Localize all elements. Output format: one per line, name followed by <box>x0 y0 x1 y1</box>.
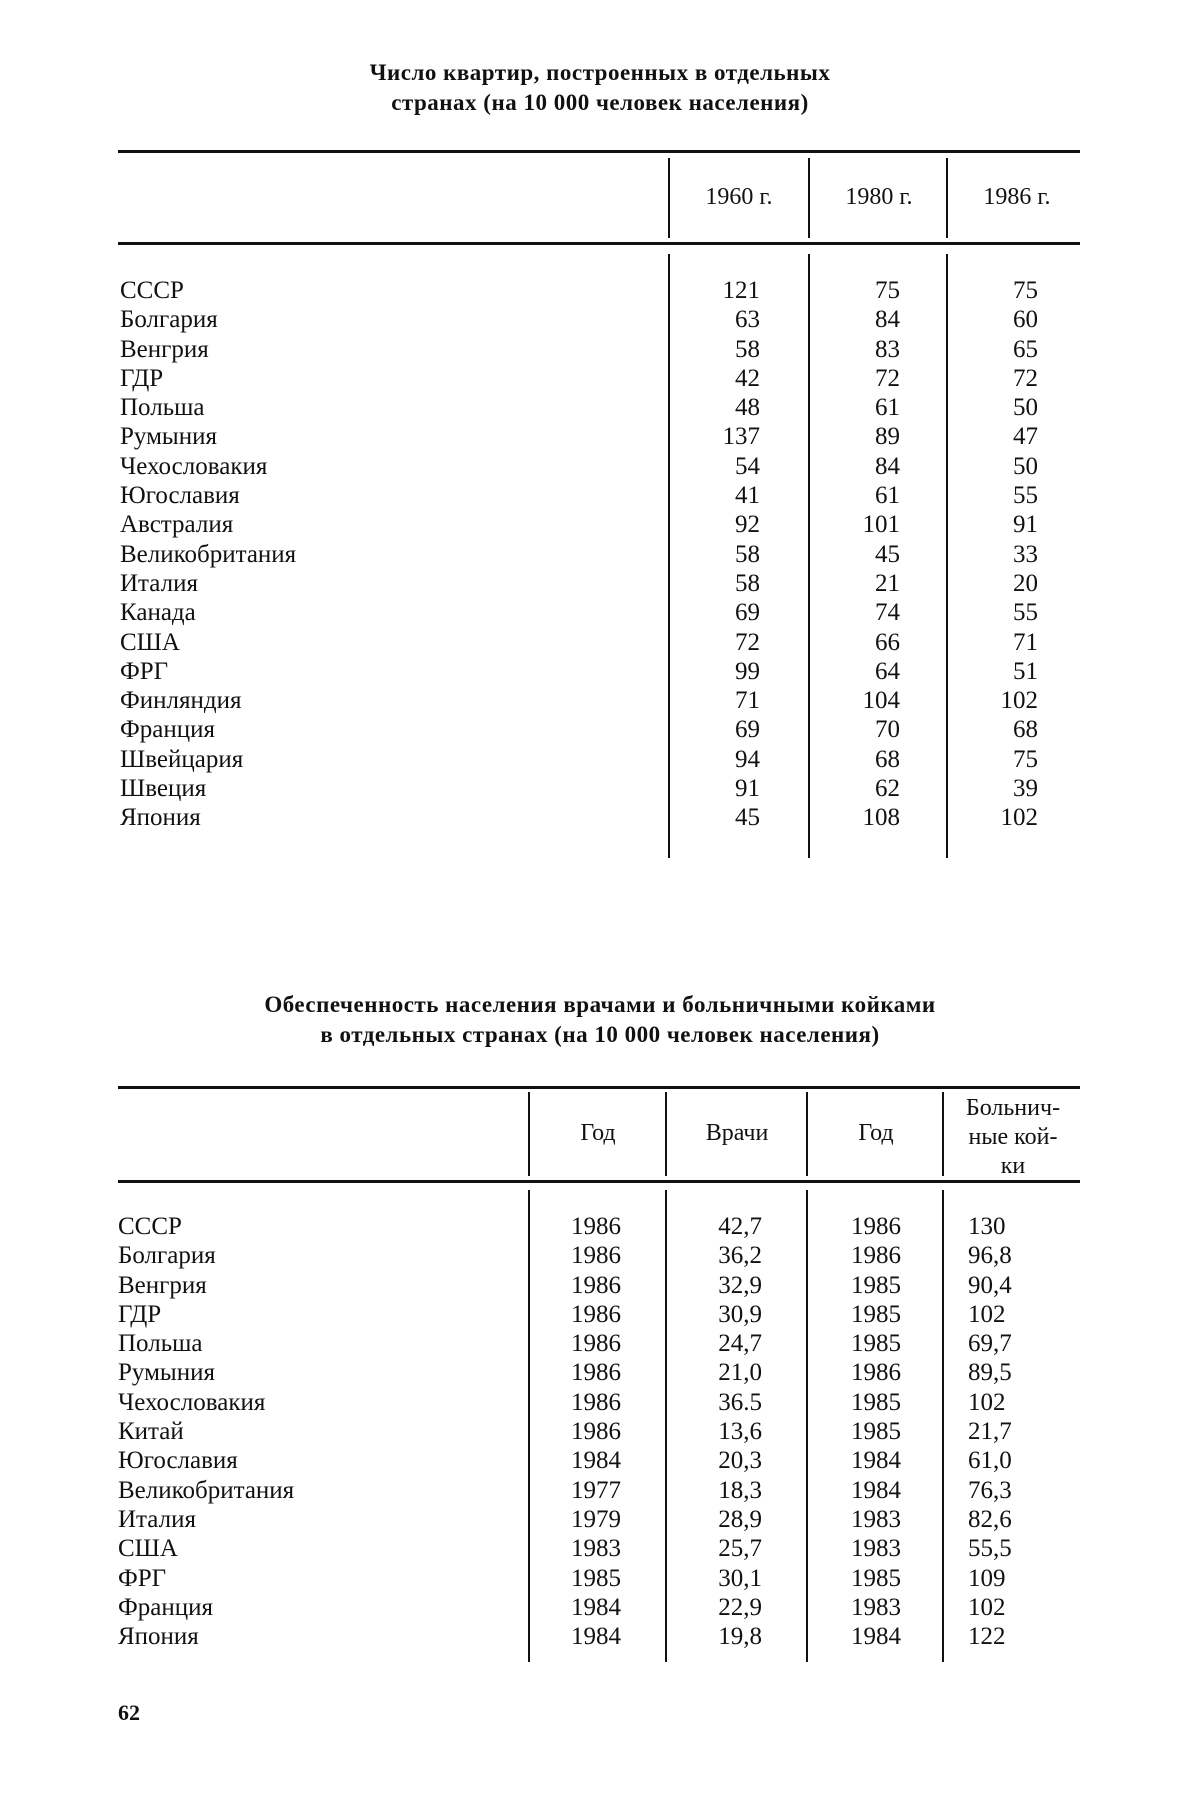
table1-cell: 75 <box>1013 277 1038 304</box>
table1-cell: 72 <box>875 364 900 392</box>
table2-header-rule <box>118 1180 1080 1183</box>
table1-cell: 84 <box>875 452 900 480</box>
table1-divider <box>668 158 670 238</box>
table2-cell: 1986 <box>571 1418 621 1446</box>
table1-cell: 102 <box>1000 687 1038 715</box>
table1-cell: 64 <box>875 657 900 685</box>
table2-divider <box>806 1190 808 1662</box>
table2-cell: 1986 <box>851 1242 901 1270</box>
table2-divider <box>942 1092 944 1176</box>
table1-cell: 55 <box>1013 482 1038 510</box>
table2-cell: 24,7 <box>718 1330 762 1358</box>
table2-cell: 1984 <box>851 1447 901 1475</box>
table2-country-name: СССР <box>118 1213 182 1240</box>
table2-country-name: США <box>118 1535 178 1563</box>
table2-col-header-year: Год <box>580 1120 616 1146</box>
table1-divider <box>808 254 810 858</box>
table1-cell: 50 <box>1013 394 1038 422</box>
table1-cell: 33 <box>1013 540 1038 568</box>
table1-cell: 89 <box>875 423 900 451</box>
table1-cell: 45 <box>735 804 760 832</box>
table1-cell: 137 <box>722 423 760 451</box>
table2-cell: 1986 <box>571 1330 621 1358</box>
table2-cell: 1985 <box>851 1271 901 1299</box>
table1-cell: 66 <box>875 628 900 656</box>
table2-cell: 36,2 <box>718 1242 762 1270</box>
table1-cell: 51 <box>1013 657 1038 685</box>
table2-cell: 13,6 <box>718 1418 762 1446</box>
table2-cell: 1984 <box>851 1623 901 1651</box>
table1-cell: 84 <box>875 306 900 334</box>
table1-country-name: Югославия <box>120 482 240 510</box>
table2-title-line1: Обеспеченность населения врачами и больничными койками <box>264 992 936 1017</box>
table2-values-doctors <box>680 1212 762 1651</box>
table1-cell: 71 <box>735 687 760 715</box>
table2-country-name: Румыния <box>118 1359 215 1387</box>
table1-cell: 63 <box>735 306 760 334</box>
table1-cell: 91 <box>1013 511 1038 539</box>
table2-cell: 30,1 <box>718 1564 762 1592</box>
table2-cell: 1985 <box>851 1388 901 1416</box>
table1-cell: 65 <box>1013 335 1038 363</box>
table2-cell: 102 <box>968 1388 1006 1416</box>
table1-cell: 83 <box>875 335 900 363</box>
table1-country-name: Япония <box>120 804 201 832</box>
table2-cell: 36.5 <box>718 1388 762 1416</box>
table2-cell: 55,5 <box>968 1535 1012 1563</box>
table1-cell: 60 <box>1013 306 1038 334</box>
table1-country-name: Чехословакия <box>120 452 268 480</box>
table2-country-column <box>118 1212 498 1651</box>
table2-cell: 1986 <box>571 1242 621 1270</box>
table2-divider <box>665 1190 667 1662</box>
table2-cell: 1979 <box>571 1505 621 1533</box>
table2-cell: 76,3 <box>968 1476 1012 1504</box>
table1-cell: 69 <box>735 599 760 627</box>
table2-divider <box>942 1190 944 1662</box>
table2-title <box>0 990 1200 1050</box>
table1-cell: 61 <box>875 482 900 510</box>
table2-cell: 96,8 <box>968 1242 1012 1270</box>
table1-divider <box>668 254 670 858</box>
table1-divider <box>946 158 948 238</box>
page-number: 62 <box>118 1700 140 1725</box>
table2-cell: 61,0 <box>968 1447 1012 1475</box>
table2-cell: 32,9 <box>718 1271 762 1299</box>
table1-cell: 39 <box>1013 775 1038 803</box>
table1-cell: 47 <box>1013 423 1038 451</box>
table2-cell: 42,7 <box>718 1213 762 1240</box>
table2-cell: 1984 <box>571 1623 621 1651</box>
table2-top-rule <box>118 1086 1080 1089</box>
table2-cell: 69,7 <box>968 1330 1012 1358</box>
table2-values-year <box>556 1212 636 1651</box>
table1-cell: 108 <box>862 804 900 832</box>
table1-col-header-1980: 1980 г. <box>845 184 913 210</box>
table2-cell: 1983 <box>851 1505 901 1533</box>
table1-cell: 104 <box>862 687 900 715</box>
table1-top-rule <box>118 150 1080 153</box>
table1-cell: 101 <box>862 511 900 539</box>
table1-cell: 58 <box>735 335 760 363</box>
table2-cell: 1986 <box>571 1213 621 1240</box>
table1-values-1986 <box>968 276 1038 833</box>
table1-cell: 92 <box>735 511 760 539</box>
table1-country-name: Швеция <box>120 775 207 803</box>
table2-divider <box>528 1190 530 1662</box>
table1-country-name: ГДР <box>120 364 164 392</box>
table2-country-name: Венгрия <box>118 1271 207 1299</box>
table1-country-name: Австралия <box>120 511 234 539</box>
table1-cell: 20 <box>1013 569 1038 597</box>
table1-cell: 71 <box>1013 628 1038 656</box>
table1-country-column <box>120 276 500 833</box>
table2-cell: 30,9 <box>718 1300 762 1328</box>
table2-cell: 1985 <box>571 1564 621 1592</box>
table1-country-name: Швейцария <box>120 745 244 773</box>
table2-cell: 82,6 <box>968 1505 1012 1533</box>
table1-country-name: Венгрия <box>120 335 209 363</box>
table2-country-name: Польша <box>118 1330 203 1358</box>
table1-cell: 91 <box>735 775 760 803</box>
table2-cell: 1986 <box>851 1359 901 1387</box>
table1-country-name: Польша <box>120 394 205 422</box>
table2-country-name: Италия <box>118 1505 196 1533</box>
table1-cell: 68 <box>875 745 900 773</box>
table1-cell: 61 <box>875 394 900 422</box>
table2-cell: 1986 <box>571 1359 621 1387</box>
table2-cell: 28,9 <box>718 1505 762 1533</box>
table2-values-beds <box>968 1212 1068 1651</box>
table2-country-name: Китай <box>118 1418 184 1446</box>
table2-col-header-beds-line2: ные кой- <box>968 1124 1058 1150</box>
table1-cell: 42 <box>735 364 760 392</box>
table1-col-header-1960: 1960 г. <box>705 184 773 210</box>
table1-country-name: Франция <box>120 716 215 744</box>
table1-cell: 99 <box>735 657 760 685</box>
table2-col-header-beds-line3: ки <box>1000 1153 1026 1179</box>
table2-cell: 1985 <box>851 1330 901 1358</box>
table2-cell: 1984 <box>851 1476 901 1504</box>
table2-cell: 1985 <box>851 1418 901 1446</box>
table2-cell: 21,7 <box>968 1418 1012 1446</box>
table2-cell: 1984 <box>571 1447 621 1475</box>
table1-cell: 45 <box>875 540 900 568</box>
table1-cell: 41 <box>735 482 760 510</box>
table2-country-name: ФРГ <box>118 1564 167 1592</box>
table1-country-name: Италия <box>120 569 198 597</box>
table2-cell: 102 <box>968 1593 1006 1621</box>
table2-cell: 18,3 <box>718 1476 762 1504</box>
table1-cell: 69 <box>735 716 760 744</box>
table2-title-line2: в отдельных странах (на 10 000 человек населения) <box>320 1022 880 1047</box>
table2-cell: 1985 <box>851 1564 901 1592</box>
table1-country-name: Финляндия <box>120 687 242 715</box>
table2-cell: 1986 <box>571 1300 621 1328</box>
table1-cell: 54 <box>735 452 760 480</box>
table2-country-name: Япония <box>118 1623 199 1651</box>
table1-title-line2: странах (на 10 000 человек населения) <box>391 90 809 115</box>
table1-cell: 58 <box>735 569 760 597</box>
table1-cell: 58 <box>735 540 760 568</box>
table2-country-name: Болгария <box>118 1242 216 1270</box>
table1-cell: 68 <box>1013 716 1038 744</box>
table2-cell: 1986 <box>571 1271 621 1299</box>
table2-col-header-beds <box>946 1094 1080 1181</box>
table1-cell: 75 <box>875 277 900 304</box>
table2-col-header-beds-line1: Больнич- <box>965 1095 1061 1121</box>
table1-title <box>0 58 1200 118</box>
table2-cell: 1986 <box>851 1213 901 1240</box>
table1-title-line1: Число квартир, построенных в отдельных <box>369 60 831 85</box>
table2-country-name: Великобритания <box>118 1476 295 1504</box>
table2-cell: 1977 <box>571 1476 621 1504</box>
table1-cell: 94 <box>735 745 760 773</box>
table1-divider <box>946 254 948 858</box>
table1-cell: 72 <box>1013 364 1038 392</box>
table1-country-name: Болгария <box>120 306 218 334</box>
table2-cell: 19,8 <box>718 1623 762 1651</box>
table1-cell: 62 <box>875 775 900 803</box>
table2-cell: 130 <box>968 1213 1006 1240</box>
table2-cell: 1986 <box>571 1388 621 1416</box>
table2-cell: 25,7 <box>718 1535 762 1563</box>
table1-cell: 72 <box>735 628 760 656</box>
table2-values-year2 <box>836 1212 916 1651</box>
table1-cell: 121 <box>722 277 760 304</box>
table1-cell: 48 <box>735 394 760 422</box>
table2-country-name: ГДР <box>118 1300 162 1328</box>
table1-divider <box>808 158 810 238</box>
table2-cell: 122 <box>968 1623 1006 1651</box>
table1-country-name: ФРГ <box>120 657 169 685</box>
table2-col-header-year2: Год <box>858 1120 894 1146</box>
table2-cell: 20,3 <box>718 1447 762 1475</box>
table1-values-1980 <box>830 276 900 833</box>
table1-cell: 102 <box>1000 804 1038 832</box>
table2-divider <box>528 1092 530 1176</box>
table1-country-name: США <box>120 628 180 656</box>
table2-cell: 1983 <box>851 1593 901 1621</box>
table1-header-rule <box>118 242 1080 245</box>
table1-values-1960 <box>690 276 760 833</box>
table2-divider <box>806 1092 808 1176</box>
table2-cell: 102 <box>968 1300 1006 1328</box>
table2-cell: 89,5 <box>968 1359 1012 1387</box>
table2-cell: 22,9 <box>718 1593 762 1621</box>
table2-cell: 1983 <box>571 1535 621 1563</box>
table2-cell: 1985 <box>851 1300 901 1328</box>
table1-country-name: СССР <box>120 277 184 304</box>
table2-cell: 90,4 <box>968 1271 1012 1299</box>
table1-cell: 70 <box>875 716 900 744</box>
table1-cell: 75 <box>1013 745 1038 773</box>
table2-col-header-doctors: Врачи <box>705 1120 769 1146</box>
table2-country-name: Чехословакия <box>118 1388 266 1416</box>
table1-cell: 74 <box>875 599 900 627</box>
table1-cell: 21 <box>875 569 900 597</box>
table1-country-name: Великобритания <box>120 540 297 568</box>
table2-cell: 21,0 <box>718 1359 762 1387</box>
table1-cell: 55 <box>1013 599 1038 627</box>
table1-col-header-1986: 1986 г. <box>983 184 1051 210</box>
table2-cell: 109 <box>968 1564 1006 1592</box>
table2-divider <box>665 1092 667 1176</box>
table2-country-name: Франция <box>118 1593 213 1621</box>
table1-country-name: Канада <box>120 599 196 627</box>
table2-cell: 1984 <box>571 1593 621 1621</box>
table2-country-name: Югославия <box>118 1447 238 1475</box>
table1-cell: 50 <box>1013 452 1038 480</box>
table2-cell: 1983 <box>851 1535 901 1563</box>
table1-country-name: Румыния <box>120 423 217 451</box>
